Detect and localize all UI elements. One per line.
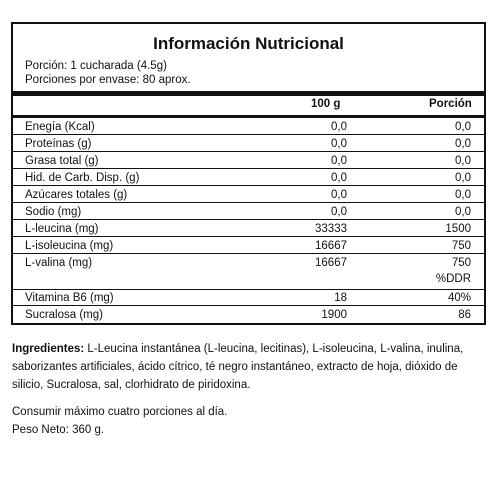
column-header-portion: Porción [429,98,472,110]
nutrient-row [13,238,484,254]
nutrient-row [13,290,484,306]
header-divider [13,115,484,118]
ingredients-text: L-Leucina instantánea (L-leucina, lecitinas), L-isoleucina, L-valina, inulina, saborizantes artificiales, ácido cítrico, té negro instantáneo, extracto de hoja, dióxido de silicio, Sucralosa, sal, clorhidrato de piridoxina. [12,343,464,391]
nutrient-value-portion: 750 [451,257,471,269]
consumption-note: Consumir máximo cuatro porciones al día. [12,406,228,418]
nutrient-value-100g: 0,0 [331,155,347,167]
nutrient-name: L-leucina (mg) [25,223,99,235]
nutrient-value-100g: 0,0 [331,206,347,218]
row-divider [13,151,484,152]
row-divider [13,168,484,169]
row-divider [13,236,484,237]
nutrient-value-100g: 0,0 [331,121,347,133]
nutrient-value-portion: 86 [458,309,471,321]
nutrient-name: L-valina (mg) [25,257,93,269]
nutrient-value-100g: 0,0 [331,189,347,201]
nutrient-value-portion: 0,0 [455,121,471,133]
nutrition-label [11,22,486,325]
nutrient-name: Sucralosa (mg) [25,309,103,321]
net-weight: Peso Neto: 360 g. [12,424,105,436]
nutrient-name: Azúcares totales (g) [25,189,128,201]
nutrient-value-portion: 1500 [445,223,471,235]
column-header-100g: 100 g [311,98,341,110]
nutrient-value-portion: 0,0 [455,155,471,167]
nutrient-value-100g: 16667 [315,257,347,269]
row-divider [13,253,484,254]
row-divider [13,134,484,135]
nutrient-name: Proteínas (g) [25,138,92,150]
nutrient-name: Hid. de Carb. Disp. (g) [25,172,140,184]
nutrient-row [13,255,484,290]
nutrient-value-100g: 18 [334,292,347,304]
nutrient-value-portion: 0,0 [455,172,471,184]
nutrient-value-portion: 0,0 [455,138,471,150]
nutrient-row [13,153,484,169]
row-divider [13,305,484,306]
nutrient-row [13,136,484,152]
nutrient-name: Sodio (mg) [25,206,82,218]
nutrient-row [13,204,484,220]
nutrient-value-100g: 1900 [321,309,347,321]
nutrient-value-portion: 0,0 [455,189,471,201]
nutrient-name: Grasa total (g) [25,155,99,167]
thick-divider [13,91,484,96]
nutrient-row [13,119,484,135]
ingredients-paragraph [12,340,490,394]
ingredients-heading: Ingredientes: [12,343,85,355]
portion-size: Porción: 1 cucharada (4.5g) [25,60,167,72]
nutrient-name: L-isoleucina (mg) [25,240,114,252]
nutrient-value-100g: 33333 [315,223,347,235]
servings-per-container: Porciones por envase: 80 aprox. [25,74,191,86]
nutrient-value-portion: 0,0 [455,206,471,218]
label-title: Información Nutricional [153,34,344,53]
nutrient-value-portion: 40% [447,292,471,304]
nutrient-value-100g: 16667 [315,240,347,252]
nutrient-value-100g: 0,0 [331,138,347,150]
nutrient-row [13,187,484,203]
ddr-subheader: %DDR [435,273,471,285]
nutrient-name: Enegía (Kcal) [25,121,95,133]
nutrient-name: Vitamina B6 (mg) [25,292,114,304]
nutrient-row [13,221,484,237]
row-divider [13,219,484,220]
nutrient-value-100g: 0,0 [331,172,347,184]
nutrient-row [13,170,484,186]
nutrient-value-portion: 750 [451,240,471,252]
row-divider [13,202,484,203]
nutrient-row [13,307,484,323]
row-divider [13,185,484,186]
